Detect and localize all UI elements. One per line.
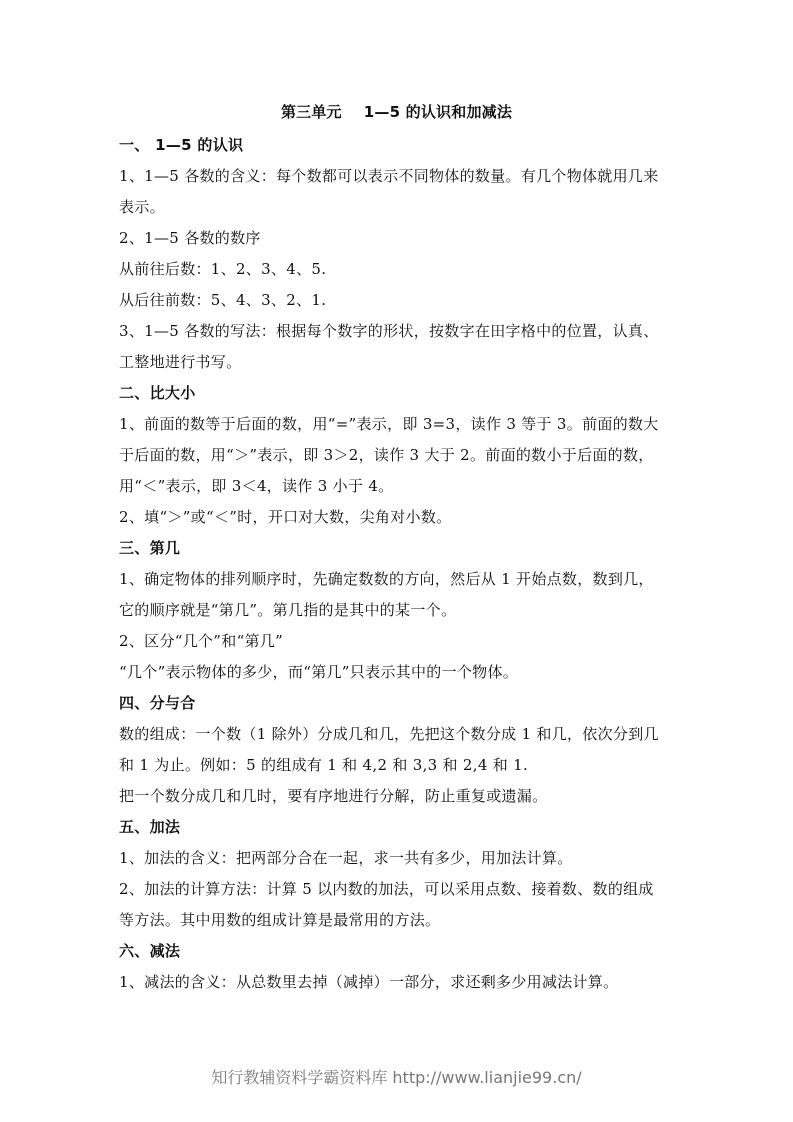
body-text-line: 2、区分“几个”和“第几” [119,632,284,650]
body-text-line: 用“＜”表示，即 3＜4，读作 3 小于 4。 [119,477,394,495]
body-text-line: 1、前面的数等于后面的数，用“=”表示，即 3=3，读作 3 等于 3。前面的数大 [119,415,659,433]
section-heading: 三、第几 [119,539,181,557]
section-heading: 一、 1—5 的认识 [119,136,244,154]
body-text-line: 于后面的数，用“＞”表示，即 3＞2，读作 3 大于 2。前面的数小于后面的数， [119,446,654,464]
page-title [0,101,793,123]
section-heading: 五、加法 [119,818,181,836]
body-text-line: 从后往前数：5、4、3、2、1. [119,291,327,309]
title-topic: 1—5 的认识和加减法 [363,103,513,121]
section-heading: 四、分与合 [119,694,196,712]
body-text-line: “几个”表示物体的多少，而“第几”只表示其中的一个物体。 [119,663,519,681]
page-footer: 知行教辅资料学霸资料库 http://www.lianjie99.cn/ [211,1068,582,1087]
body-text-line: 数的组成：一个数（1 除外）分成几和几，先把这个数分成 1 和几，依次分到几 [119,725,659,743]
body-text-line: 2、1—5 各数的数序 [119,229,261,247]
body-text-line: 把一个数分成几和几时，要有序地进行分解，防止重复或遗漏。 [119,787,548,805]
body-text-line: 和 1 为止。例如：5 的组成有 1 和 4,2 和 3,3 和 2,4 和 1. [119,756,529,774]
body-text-line: 3、1—5 各数的写法：根据每个数字的形状，按数字在田字格中的位置，认真、 [119,322,659,340]
body-text-line: 1、减法的含义：从总数里去掉（减掉）一部分，求还剩多少用减法计算。 [119,973,619,991]
body-text-line: 表示。 [119,198,165,216]
section-heading: 六、减法 [119,942,181,960]
body-text-line: 它的顺序就是“第几”。第几指的是其中的某一个。 [119,601,457,619]
body-text-line: 从前往后数：1、2、3、4、5. [119,260,327,278]
body-text-line: 2、加法的计算方法：计算 5 以内数的加法，可以采用点数、接着数、数的组成 [119,880,654,898]
title-unit: 第三单元 [280,103,342,121]
body-text-line: 等方法。其中用数的组成计算是最常用的方法。 [119,911,441,929]
body-text-line: 工整地进行书写。 [119,353,242,371]
body-text-line: 2、填“＞”或“＜”时，开口对大数，尖角对小数。 [119,508,452,526]
body-text-line: 1、加法的含义：把两部分合在一起，求一共有多少，用加法计算。 [119,849,573,867]
section-heading: 二、比大小 [119,384,196,402]
body-text-line: 1、确定物体的排列顺序时，先确定数数的方向，然后从 1 开始点数，数到几， [119,570,654,588]
document-body [119,130,679,998]
body-text-line: 1、1—5 各数的含义：每个数都可以表示不同物体的数量。有几个物体就用几来 [119,167,659,185]
